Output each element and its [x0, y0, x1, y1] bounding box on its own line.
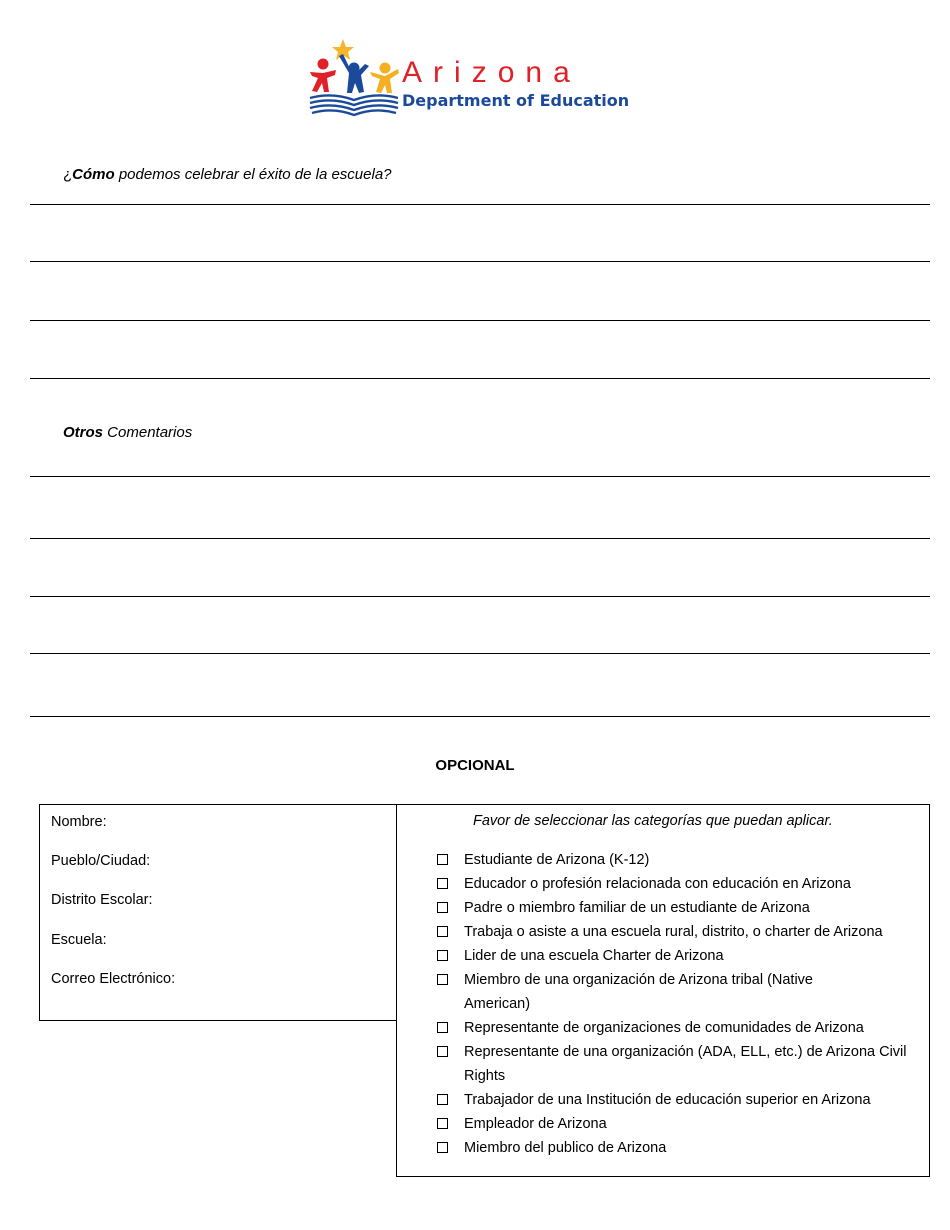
logo-letter: a: [553, 56, 581, 89]
name-field[interactable]: Nombre:: [51, 814, 107, 830]
category-label: Trabajador de una Institución de educación superior en Arizona: [464, 1092, 871, 1108]
school-district-field[interactable]: Distrito Escolar:: [51, 892, 153, 908]
answer-line[interactable]: [30, 378, 930, 379]
category-label: Miembro del publico de Arizona: [464, 1140, 667, 1156]
logo-subtitle: Department of Education: [402, 91, 630, 110]
checkbox[interactable]: [437, 854, 448, 865]
question-bold: Cómo: [72, 166, 115, 183]
logo-letter: o: [497, 56, 526, 89]
checkbox[interactable]: [437, 950, 448, 961]
question-comments: [63, 425, 192, 440]
category-label: Educador o profesión relacionada con educación en Arizona: [464, 876, 851, 892]
question-celebrate: [63, 167, 392, 182]
checkbox[interactable]: [437, 1094, 448, 1105]
town-city-field[interactable]: Pueblo/Ciudad:: [51, 853, 151, 869]
checkbox[interactable]: [437, 1046, 448, 1057]
comment-line[interactable]: [30, 596, 930, 597]
checkbox[interactable]: [437, 1142, 448, 1153]
contact-info-box: [39, 804, 397, 1021]
ade-logo: [306, 38, 646, 118]
category-label: Estudiante de Arizona (K-12): [464, 852, 650, 868]
school-field[interactable]: Escuela:: [51, 932, 107, 948]
category-label: Representante de una organización (ADA, ELL, etc.) de Arizona Civil Rights: [464, 1044, 907, 1084]
category-label: Miembro de una organización de Arizona tribal (Native American): [464, 972, 813, 1012]
logo-letter: n: [525, 56, 554, 89]
logo-letter: A: [402, 56, 434, 89]
checkbox[interactable]: [437, 878, 448, 889]
question-rest: podemos celebrar el éxito de la escuela?: [114, 166, 392, 183]
categories-instruction: Favor de seleccionar las categorías que puedan aplicar.: [473, 813, 833, 829]
comment-line[interactable]: [30, 653, 930, 654]
category-label: Padre o miembro familiar de un estudiante de Arizona: [464, 900, 810, 916]
logo-wordmark: [402, 58, 581, 88]
answer-line[interactable]: [30, 320, 930, 321]
category-label: Representante de organizaciones de comunidades de Arizona: [464, 1020, 864, 1036]
comment-line[interactable]: [30, 476, 930, 477]
logo-letter: z: [471, 56, 498, 89]
logo-letter: r: [433, 56, 455, 89]
optional-heading: OPCIONAL: [435, 757, 515, 774]
question-prefix: ¿: [63, 166, 73, 183]
checkbox[interactable]: [437, 1118, 448, 1129]
question-rest: Comentarios: [103, 424, 193, 441]
email-field[interactable]: Correo Electrónico:: [51, 971, 176, 987]
checkbox[interactable]: [437, 974, 448, 985]
logo-letter: i: [454, 56, 472, 89]
question-bold: Otros: [63, 424, 104, 441]
answer-line[interactable]: [30, 204, 930, 205]
checkbox[interactable]: [437, 1022, 448, 1033]
category-label: Empleador de Arizona: [464, 1116, 607, 1132]
comment-line[interactable]: [30, 716, 930, 717]
comment-line[interactable]: [30, 538, 930, 539]
logo-children-book-art: [306, 38, 402, 118]
category-label: Trabaja o asiste a una escuela rural, distrito, o charter de Arizona: [464, 924, 883, 940]
category-label: Lider de una escuela Charter de Arizona: [464, 948, 724, 964]
categories-box: [396, 804, 930, 1177]
checkbox[interactable]: [437, 902, 448, 913]
checkbox[interactable]: [437, 926, 448, 937]
answer-line[interactable]: [30, 261, 930, 262]
